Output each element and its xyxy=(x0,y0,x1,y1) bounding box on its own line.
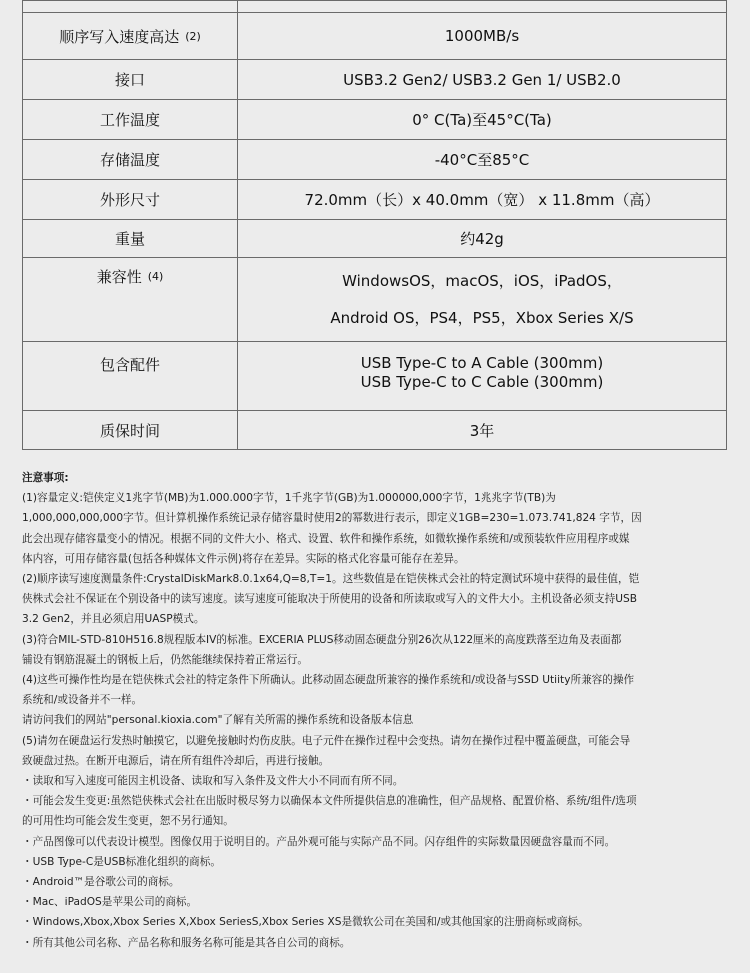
spec-value: 3年 xyxy=(238,411,727,450)
spec-row-warranty xyxy=(23,411,727,450)
note-line: ・所有其他公司名称、产品名称和服务名称可能是其各自公司的商标。 xyxy=(22,936,351,949)
spec-label: 包含配件 xyxy=(23,342,238,411)
spec-value-line: Android OS，PS4，PS5，Xbox Series X/S xyxy=(330,308,634,327)
note-line: 体内容，可用存储容量(包括各种媒体文件示例)将存在差异。实际的格式化容量可能存在差异。 xyxy=(22,552,465,565)
note-line: 侠株式会社不保证在个别设备中的读写速度。读写速度可能取决于所使用的设备和所读取或写入的文件大小。主机设备必须支持USB xyxy=(22,593,637,606)
spec-label-top xyxy=(23,1,238,13)
spec-value-line: USB Type-C to A Cable (300mm) xyxy=(360,354,604,372)
note-line: 系统和/或设备并不一样。 xyxy=(22,694,143,707)
note-line: 1,000,000,000,000字节。但计算机操作系统记录存储容量时使用2的幂数进行表示，即定义1GB=230=1.073.741,824 字节，因 xyxy=(22,512,642,525)
spec-label: 接口 xyxy=(23,60,238,100)
note-line: 铺设有钢筋混凝土的钢板上后，仍然能继续保持着正常运行。 xyxy=(22,653,309,666)
note-line: ・读取和写入速度可能因主机设备、读取和写入条件及文件大小不同而有所不同。 xyxy=(22,775,404,788)
note-line: ・可能会发生变更:虽然铠侠株式会社在出版时极尽努力以确保本文件所提供信息的准确性，但产品规格、配置价格、系统/组件/选项 xyxy=(22,795,637,808)
note-line: (1)容量定义:铠侠定义1兆字节(MB)为1.000.000字节，1千兆字节(GB)为1.000000,000字节，1兆兆字节(TB)为 xyxy=(22,492,556,505)
notes-heading: 注意事项: xyxy=(22,472,69,484)
spec-row-dimensions xyxy=(23,180,727,220)
spec-value: -40°C至85°C xyxy=(238,140,727,180)
note-line: (4)这些可操作性均是在铠侠株式会社的特定条件下所确认。此移动固态硬盘所兼容的操作系统和/或设备与SSD Utiity所兼容的操作 xyxy=(22,674,635,687)
spec-value xyxy=(238,342,727,411)
spec-value: 1000MB/s xyxy=(238,13,727,60)
spec-label: 质保时间 xyxy=(23,411,238,450)
spec-value xyxy=(238,258,727,342)
spec-value-line: WindowsOS，macOS，iOS，iPadOS， xyxy=(342,271,622,290)
spec-table xyxy=(22,0,727,450)
spec-row-top xyxy=(23,1,727,13)
note-line: 的可用性均可能会发生变更，恕不另行通知。 xyxy=(22,815,234,828)
note-line: ・产品图像可以代表设计模型。图像仅用于说明目的。产品外观可能与实际产品不同。闪存组件的实际数量因硬盘容量而不同。 xyxy=(22,835,616,848)
note-line: 3.2 Gen2，并且必须启用UASP模式。 xyxy=(22,613,205,626)
spec-value: 72.0mm（长）x 40.0mm（宽） x 11.8mm（高） xyxy=(238,180,727,220)
note-line: 此会出现存储容量变小的情况。根据不同的文件大小、格式、设置、软件和操作系统，如微软操作系统和/或预装软件应用程序或媒 xyxy=(22,532,630,545)
spec-value: 约42g xyxy=(238,220,727,258)
spec-value: 0° C(Ta)至45°C(Ta) xyxy=(238,100,727,140)
note-line: (5)请勿在硬盘运行发热时触摸它，以避免接触时灼伤皮肤。电子元件在操作过程中会变热。请勿在操作过程中覆盖硬盘，可能会导 xyxy=(22,734,631,747)
spec-row-accessories xyxy=(23,342,727,411)
note-line: ・Windows,Xbox,Xbox Series X,Xbox SeriesS,Xbox Series XS是微软公司在美国和/或其他国家的注册商标或商标。 xyxy=(22,916,589,929)
note-line: (2)顺序读写速度测量条件:CrystalDiskMark8.0.1x64,Q=8,T=1。这些数值是在铠侠株式会社的特定测试环境中获得的最佳值，铠 xyxy=(22,573,640,586)
note-line: 请访问我们的网站"personal.kioxia.com"了解有关所需的操作系统和设备版本信息 xyxy=(22,714,414,727)
spec-value-line: USB Type-C to C Cable (300mm) xyxy=(360,373,604,391)
note-line: (3)符合MIL-STD-810H516.8规程版本IV的标准。EXCERIA PLUS移动固态硬盘分别26次从122厘米的高度跌落至边角及表面都 xyxy=(22,633,622,646)
note-line: ・Android™是谷歌公司的商标。 xyxy=(22,876,180,889)
spec-value: USB3.2 Gen2/ USB3.2 Gen 1/ USB2.0 xyxy=(238,60,727,100)
spec-label: 外形尺寸 xyxy=(23,180,238,220)
note-line: ・USB Type-C是USB标准化组织的商标。 xyxy=(22,855,221,868)
note-line: 致硬盘过热。在断开电源后，请在所有组件冷却后，再进行接触。 xyxy=(22,754,330,767)
spec-row-operating-temp xyxy=(23,100,727,140)
spec-label: 存储温度 xyxy=(23,140,238,180)
spec-row-compatibility xyxy=(23,258,727,342)
spec-row-interface xyxy=(23,60,727,100)
notes-section xyxy=(22,468,724,953)
note-line: ・Mac、iPadOS是苹果公司的商标。 xyxy=(22,896,198,909)
spec-value-top xyxy=(238,1,727,13)
spec-label-text: 顺序写入速度高达 xyxy=(59,27,180,46)
spec-row-write-speed xyxy=(23,13,727,60)
spec-label: 工作温度 xyxy=(23,100,238,140)
spec-row-weight xyxy=(23,220,727,258)
spec-label-text: 兼容性 xyxy=(96,268,142,286)
spec-label xyxy=(23,13,238,60)
spec-row-storage-temp xyxy=(23,140,727,180)
spec-label xyxy=(23,258,238,342)
spec-label: 重量 xyxy=(23,220,238,258)
footnote-ref: (4) xyxy=(147,270,164,283)
footnote-ref: (2) xyxy=(185,29,201,43)
